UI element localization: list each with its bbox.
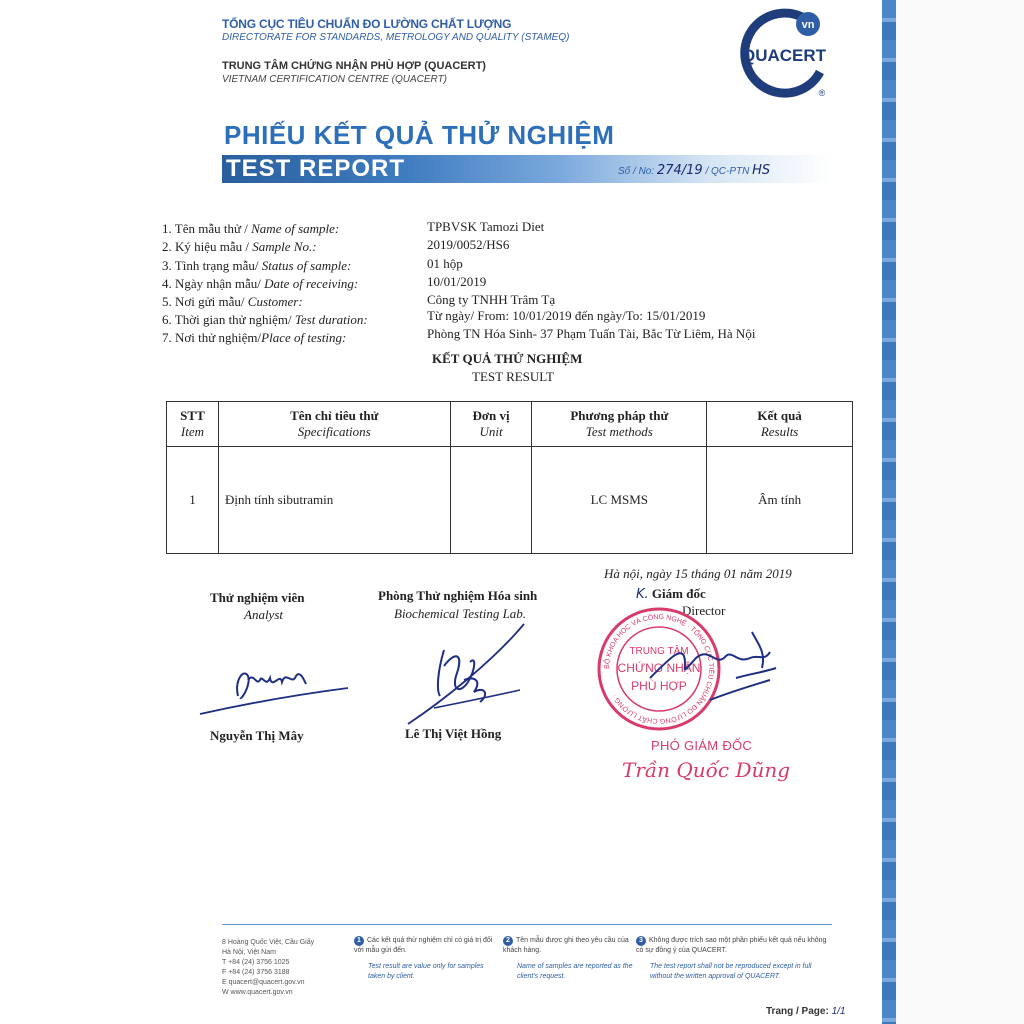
info-label-sample-name: 1. Tên mẫu thử / Name of sample: (162, 221, 340, 236)
cell-unit (450, 447, 532, 554)
page-indicator (766, 1006, 845, 1017)
director-prefix: K. (636, 587, 649, 602)
page-number: 1/1 (831, 1006, 846, 1017)
cell-item: 1 (167, 447, 219, 554)
lab-title-vn: Phòng Thử nghiệm Hóa sinh (378, 588, 538, 603)
org-name-en: DIRECTORATE FOR STANDARDS, METROLOGY AND QUALITY (STAMEQ) (222, 32, 570, 43)
header-results: Kết quả Results (707, 402, 853, 447)
result-heading-en: TEST RESULT (472, 369, 554, 384)
logo-wordmark: QUACERT (741, 46, 827, 65)
stamp-line-2: CHỨNG NHẬN (617, 661, 701, 675)
serial-suffix: / QC-PTN (705, 166, 750, 177)
page-margin (896, 0, 1024, 1024)
page-label: Trang / Page: (766, 1006, 829, 1017)
vice-director-name: Trần Quốc Dũng (622, 758, 791, 782)
header-item: STT Item (167, 402, 219, 447)
serial-prefix: Số / No: (618, 166, 655, 177)
info-value-sample-no: 2019/0052/HS6 (427, 237, 510, 252)
header-unit: Đơn vị Unit (450, 402, 532, 447)
footer-address: 8 Hoàng Quốc Việt, Cầu Giấy Hà Nội, Việt Nam T +84 (24) 3756 1025 F +84 (24) 3756 3188 E quacert@quacert.gov.vn W www.quacert.gov.vn (222, 939, 315, 996)
table-row (167, 447, 853, 554)
footer-note-2: 2 Tên mẫu được ghi theo yêu cầu của khách hàng. Name of samples are reported as the client's request. (503, 937, 633, 980)
info-label-place: 7. Nơi thử nghiệm/Place of testing: (162, 330, 347, 345)
centre-name-en: VIETNAM CERTIFICATION CENTRE (QUACERT) (222, 74, 448, 85)
side-decoration-strip (882, 0, 896, 1024)
analyst-name: Nguyễn Thị Mây (210, 728, 304, 743)
serial-tail: HS (752, 163, 771, 178)
info-label-customer: 5. Nơi gửi mẫu/ Customer: (162, 294, 303, 309)
stamp-line-3: PHÙ HỢP (631, 679, 687, 693)
vice-director-title: PHÓ GIÁM ĐỐC (651, 738, 753, 753)
info-label-sample-no: 2. Ký hiệu mẫu / Sample No.: (162, 239, 317, 254)
info-value-place: Phòng TN Hóa Sinh- 37 Phạm Tuấn Tài, Bắc Từ Liêm, Hà Nội (427, 326, 756, 341)
lab-head-name: Lê Thị Việt Hồng (405, 726, 502, 741)
analyst-title-vn: Thử nghiệm viên (210, 590, 305, 605)
analyst-title-en: Analyst (244, 607, 283, 622)
lab-signature (404, 620, 544, 730)
cell-specification: Định tính sibutramin (218, 447, 450, 554)
info-label-date-receiving: 4. Ngày nhận mẫu/ Date of receiving: (162, 276, 359, 291)
info-value-date-receiving: 10/01/2019 (427, 274, 487, 289)
info-value-test-duration: Từ ngày/ From: 10/01/2019 đến ngày/To: 15/01/2019 (427, 308, 706, 323)
director-title-en: Director (682, 603, 726, 618)
stamp-line-1: TRUNG TÂM (629, 646, 689, 657)
info-label-test-duration: 6. Thời gian thử nghiệm/ Test duration: (162, 312, 368, 327)
registered-mark: ® (818, 88, 826, 98)
serial-number: 274/19 (656, 163, 703, 178)
info-label-status: 3. Tình trạng mẫu/ Status of sample: (162, 258, 352, 273)
director-title (636, 586, 706, 602)
director-title-vn: Giám đốc (651, 586, 706, 601)
footer-note-1: 1 Các kết quả thử nghiệm chỉ có giá trị đối với mẫu gửi đến. Test result are value only for samples taken by client. (354, 937, 493, 980)
report-serial (618, 163, 770, 178)
logo-vn-text: vn (801, 19, 815, 31)
footer-note-3: 3 Không được trích sao một phần phiếu kết quả nếu không có sự đồng ý của QUACERT. The test report shall not be reproduced except in full without the written approval of QUACERT. (636, 937, 827, 980)
result-heading-vn: KẾT QUẢ THỬ NGHIỆM (432, 351, 583, 366)
report-date: Hà nội, ngày 15 tháng 01 năm 2019 (604, 566, 792, 581)
lab-title-en: Biochemical Testing Lab. (394, 606, 527, 621)
quacert-logo (732, 4, 832, 104)
director-signature (640, 628, 780, 708)
cell-method: LC MSMS (532, 447, 707, 554)
results-table (166, 401, 853, 554)
report-title-en: TEST REPORT (226, 155, 406, 182)
table-header-row (167, 402, 853, 447)
info-value-status: 01 hộp (427, 256, 463, 271)
org-name-vn: TỔNG CỤC TIÊU CHUẨN ĐO LƯỜNG CHẤT LƯỢNG (222, 17, 512, 31)
centre-name-vn: TRUNG TÂM CHỨNG NHẬN PHÙ HỢP (QUACERT) (222, 60, 486, 72)
info-value-customer: Công ty TNHH Trâm Tạ (427, 292, 556, 307)
header-specifications: Tên chỉ tiêu thử Specifications (218, 402, 450, 447)
footer-divider (222, 924, 832, 925)
analyst-signature (196, 650, 356, 720)
info-value-sample-name: TPBVSK Tamozi Diet (427, 219, 545, 234)
cell-result: Âm tính (707, 447, 853, 554)
stamp-ring-text: BỘ KHOA HỌC VÀ CÔNG NGHỆ · TỔNG CỤC TIÊU CHUẨN ĐO LƯỜNG CHẤT LƯỢNG · (603, 613, 715, 725)
header-test-methods: Phương pháp thử Test methods (532, 402, 707, 447)
report-title-vn: PHIẾU KẾT QUẢ THỬ NGHIỆM (224, 120, 615, 150)
